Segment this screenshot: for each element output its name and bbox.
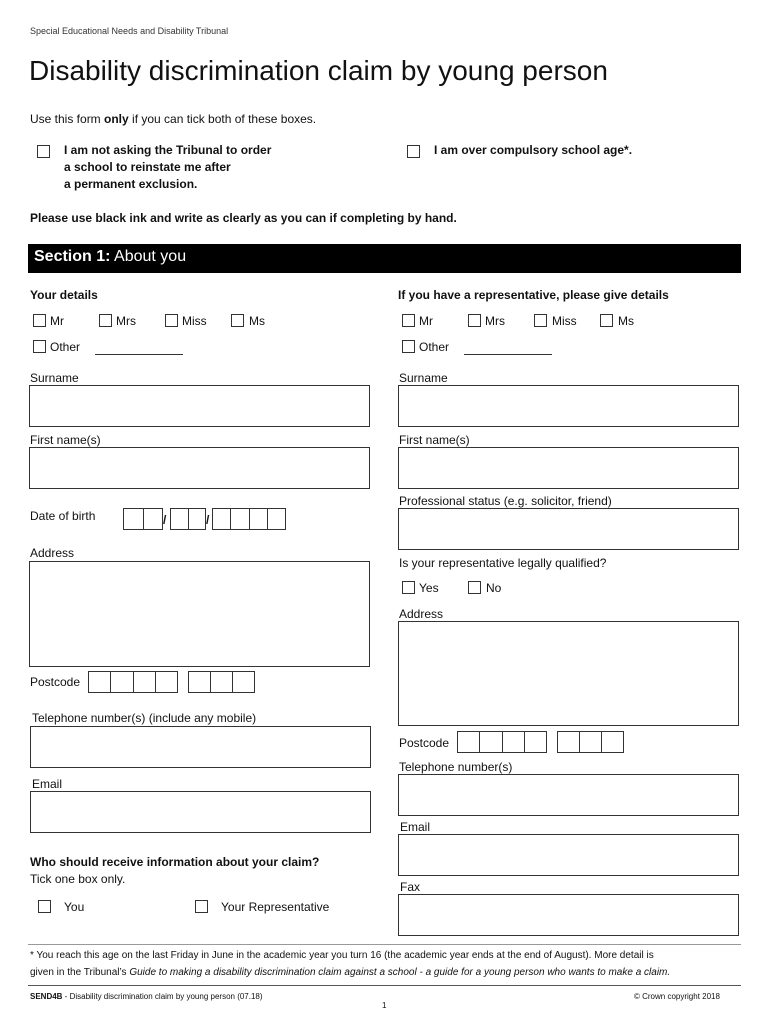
title-mr-label: Mr	[50, 314, 64, 328]
rep-title-mr-label: Mr	[419, 314, 433, 328]
dob-year-field[interactable]	[212, 508, 286, 530]
receive-info-hint: Tick one box only.	[30, 872, 126, 886]
rep-title-mrs-label: Mrs	[485, 314, 505, 328]
rep-postcode-inward-field[interactable]	[557, 731, 624, 753]
rep-address-label: Address	[399, 607, 444, 621]
address-label: Address	[30, 546, 75, 560]
receive-you-checkbox[interactable]	[38, 900, 51, 913]
title-mr-checkbox[interactable]	[33, 314, 46, 327]
title-ms-label: Ms	[249, 314, 265, 328]
page-title: Disability discrimination claim by young person	[29, 55, 608, 86]
first-names-field[interactable]	[29, 447, 370, 489]
rep-title-other-checkbox[interactable]	[402, 340, 415, 353]
rep-qualified-yes-label: Yes	[419, 581, 439, 595]
dob-month-field[interactable]	[170, 508, 206, 530]
title-ms-checkbox[interactable]	[231, 314, 244, 327]
rep-professional-status-label: Professional status (e.g. solicitor, friend)	[399, 494, 612, 508]
receive-representative-checkbox[interactable]	[195, 900, 208, 913]
title-miss-checkbox[interactable]	[165, 314, 178, 327]
rep-qualified-no-checkbox[interactable]	[468, 581, 481, 594]
not-reinstate-label: I am not asking the Tribunal to order a school to reinstate me after a permanent exclusion.	[64, 143, 272, 191]
rep-qualified-no-label: No	[486, 581, 502, 595]
title-mrs-checkbox[interactable]	[99, 314, 112, 327]
dob-day-field[interactable]	[123, 508, 163, 530]
dob-separator: /	[163, 513, 167, 527]
rep-first-names-field[interactable]	[398, 447, 739, 489]
rep-postcode-outward-field[interactable]	[457, 731, 547, 753]
postcode-outward-field[interactable]	[88, 671, 178, 693]
footer-divider	[28, 985, 741, 986]
intro-text: Use this form only if you can tick both of these boxes.	[30, 112, 317, 126]
dob-label: Date of birth	[30, 509, 96, 523]
rep-fax-label: Fax	[400, 880, 421, 894]
representative-heading: If you have a representative, please give details	[398, 288, 669, 302]
rep-title-mr-checkbox[interactable]	[402, 314, 415, 327]
rep-postcode-label: Postcode	[399, 736, 450, 750]
receive-representative-label: Your Representative	[221, 900, 330, 914]
surname-field[interactable]	[29, 385, 370, 427]
not-reinstate-checkbox[interactable]	[37, 145, 50, 158]
rep-title-miss-label: Miss	[552, 314, 577, 328]
ink-note: Please use black ink and write as clearly as you can if completing by hand.	[30, 211, 457, 225]
telephone-field[interactable]	[30, 726, 371, 768]
postcode-label: Postcode	[30, 675, 81, 689]
footer-form-ref: SEND4B - Disability discrimination claim by young person (07.18)	[30, 992, 263, 1001]
rep-first-names-label: First name(s)	[399, 433, 470, 447]
form-header-org: Special Educational Needs and Disability Tribunal	[30, 26, 229, 36]
rep-fax-field[interactable]	[398, 894, 739, 936]
title-other-field[interactable]	[95, 354, 183, 355]
title-mrs-label: Mrs	[116, 314, 136, 328]
title-other-checkbox[interactable]	[33, 340, 46, 353]
rep-qualified-yes-checkbox[interactable]	[402, 581, 415, 594]
over-school-age-checkbox[interactable]	[407, 145, 420, 158]
rep-title-other-label: Other	[419, 340, 450, 354]
rep-surname-label: Surname	[399, 371, 448, 385]
surname-label: Surname	[30, 371, 79, 385]
email-field[interactable]	[30, 791, 371, 833]
title-other-label: Other	[50, 340, 81, 354]
first-names-label: First name(s)	[30, 433, 101, 447]
section-title: About you	[110, 248, 187, 265]
footer-copyright: © Crown copyright 2018	[634, 992, 720, 1001]
rep-email-field[interactable]	[398, 834, 739, 876]
rep-title-ms-label: Ms	[618, 314, 634, 328]
rep-email-label: Email	[400, 820, 431, 834]
rep-surname-field[interactable]	[398, 385, 739, 427]
dob-separator: /	[206, 513, 210, 527]
telephone-label: Telephone number(s) (include any mobile)	[32, 711, 257, 725]
rep-title-mrs-checkbox[interactable]	[468, 314, 481, 327]
section-1-bar	[28, 244, 741, 273]
email-label: Email	[32, 777, 63, 791]
address-field[interactable]	[29, 561, 370, 667]
footnote-divider	[28, 944, 741, 945]
rep-telephone-label: Telephone number(s)	[399, 760, 513, 774]
over-school-age-label: I am over compulsory school age*.	[434, 143, 633, 157]
rep-telephone-field[interactable]	[398, 774, 739, 816]
section-number: Section 1:	[34, 248, 111, 265]
receive-info-question: Who should receive information about your claim?	[30, 855, 320, 869]
rep-title-miss-checkbox[interactable]	[534, 314, 547, 327]
postcode-inward-field[interactable]	[188, 671, 255, 693]
title-miss-label: Miss	[182, 314, 207, 328]
your-details-heading: Your details	[30, 288, 98, 302]
rep-professional-status-field[interactable]	[398, 508, 739, 550]
rep-address-field[interactable]	[398, 621, 739, 726]
rep-legally-qualified-question: Is your representative legally qualified?	[399, 556, 607, 570]
footnote: * You reach this age on the last Friday in June in the academic year you turn 16 (the academic year ends at the end of August). More detail is given in the Tribunal’s Guide to making a disability discrimination claim against a school - a guide for a young person who wants to make a claim.	[30, 950, 671, 978]
receive-you-label: You	[64, 900, 85, 914]
page-number: 1	[382, 1001, 387, 1010]
rep-title-ms-checkbox[interactable]	[600, 314, 613, 327]
rep-title-other-field[interactable]	[464, 354, 552, 355]
